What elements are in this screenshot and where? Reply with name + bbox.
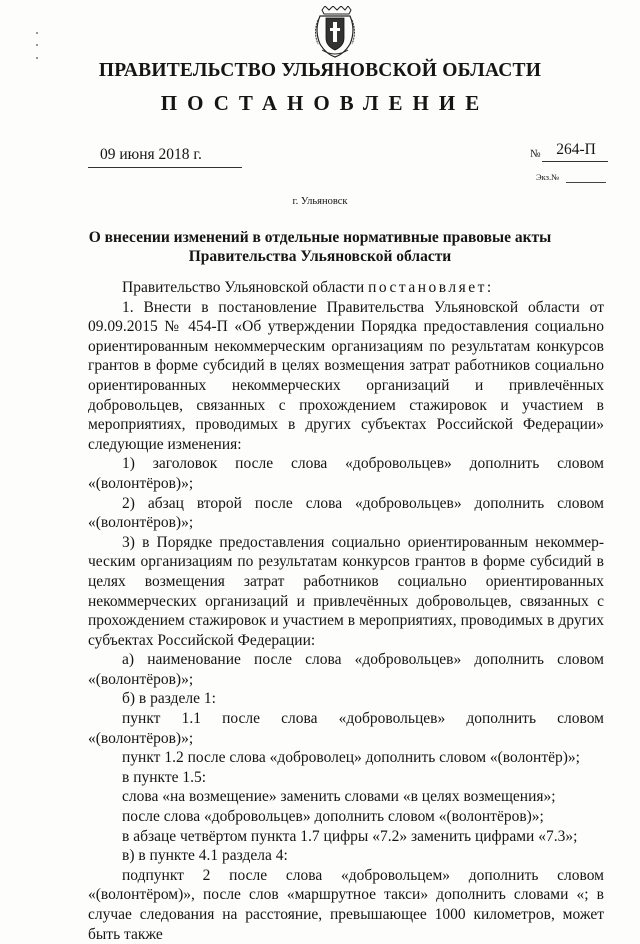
subitem-b: б) в разделе 1: [122, 690, 216, 708]
subitem-b-line-6: в абзаце четвёртом пункта 1.7 цифры «7.2» заменить цифрами «7.3»; [122, 827, 578, 845]
subject-line-2: Правительства Ульяновской области [188, 248, 452, 265]
preamble-text: Правительство Ульяновской области [122, 279, 369, 296]
city-label: г. Ульяновск [292, 196, 348, 207]
subject-line-1: О внесении изменений в отдельные нормативные правовые акты [88, 229, 552, 246]
copy-number-underline [566, 182, 606, 183]
subitem-b-line-1: пункт 1.1 после слова «добровольцев» дополнить словом «(волонтёров)»; [88, 710, 604, 747]
document-body [88, 278, 604, 944]
subitem-v: в) в пункте 4.1 раздела 4: [122, 847, 288, 865]
document-subject [0, 228, 640, 266]
subitem-a: а) наименование после слова «добровольцев» дополнить словом «(волонтёров)»; [88, 651, 604, 688]
number-prefix: № [530, 148, 541, 160]
preamble [88, 278, 604, 298]
subitem-v-line-1: подпункт 2 после слова «добровольцем» дополнить словом «(волонтёром)», после слов «маршрутное такси» дополнить словами «; в случае следования на расстояние, превышающее 1000 километров, может быть также [88, 866, 604, 943]
copy-number-label: Экз.№ [536, 172, 560, 182]
date-underline [88, 167, 242, 168]
document-type-heading: ПОСТАНОВЛЕНИЕ [160, 91, 490, 115]
subitem-b-line-2: пункт 1.2 после слова «доброволец» дополнить словом «(волонтёр)»; [122, 749, 580, 767]
coat-of-arms-emblem [312, 6, 358, 58]
government-title: ПРАВИТЕЛЬСТВО УЛЬЯНОВСКОЙ ОБЛАСТИ [98, 60, 542, 81]
paragraph-1: 1. Внести в постановление Правительства Ульяновской области от 09.09.2015 № 454-П «Об утверждении Порядка предоставления социально ориентированным некоммерческим организациям по результатам конкурсов грантов в форме субсидий в целях возмещения затрат работников социально ориентированных некоммерческих организаций и привлечённых добровольцев, связанных с прохождением стажировок и участием в мероприятиях, проводимых в других субъектах Российской Федерации» следующие изменения: [88, 298, 604, 453]
document-number: 264-П [556, 141, 596, 158]
item-1-2: 2) абзац второй после слова «добровольцев» дополнить словом «(волонтёров)»; [88, 494, 604, 532]
document-date: 09 июня 2018 г. [100, 146, 202, 163]
margin-stamp-marks [34, 30, 42, 64]
subitem-b-line-4: слова «на возмещение» заменить словами «в целях возмещения»; [122, 788, 556, 806]
item-1-1: 1) заголовок после слова «добровольцев» дополнить словом «(волонтёров)»; [88, 455, 604, 492]
preamble-verb: постановляет: [368, 279, 494, 296]
number-underline [542, 161, 608, 162]
subitem-b-line-5: после слова «добровольцев» дополнить словом «(волонтёров)»; [122, 808, 544, 826]
item-1-3: 3) в Порядке предоставления социально ориентированным некоммер-ческим организациям по результатам конкурсов грантов в форме субсидий в целях возмещения затрат работников социально ориентированных некоммерческих организаций и привлечённых добровольцев, связанных с прохождением стажировок и участием в мероприятиях, проводимых в других субъектах Российской Федерации: [88, 533, 604, 649]
subitem-b-line-3: в пункте 1.5: [122, 768, 207, 786]
